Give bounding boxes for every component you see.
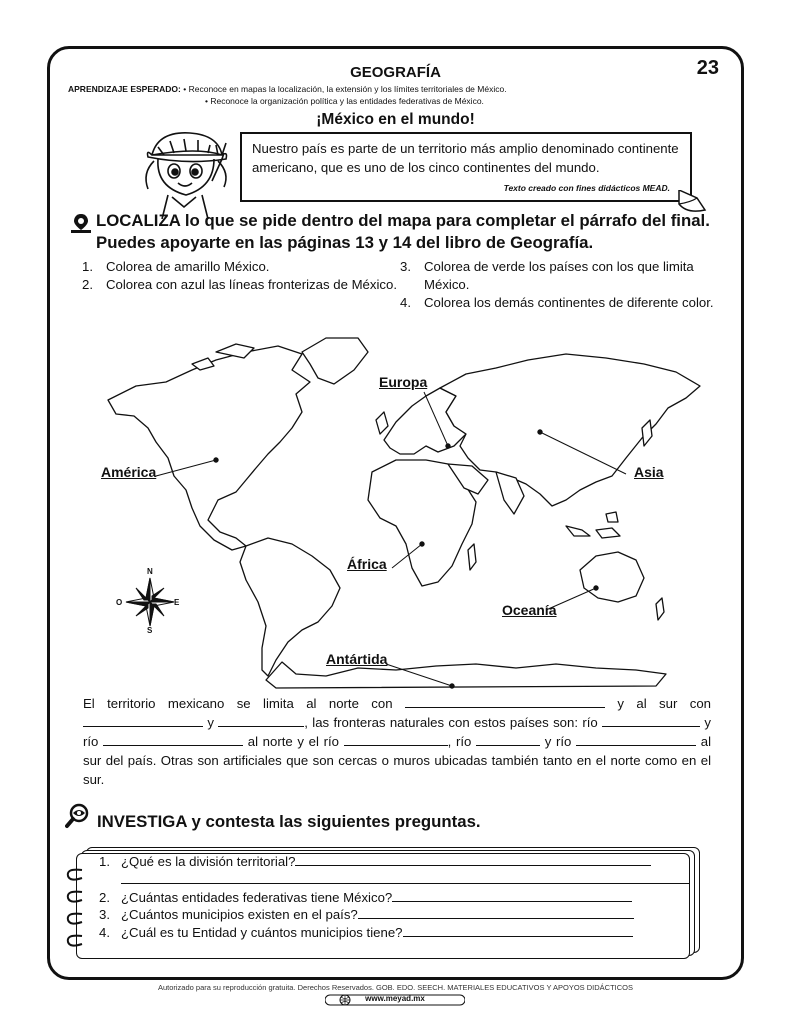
paragraph-text: y (207, 715, 214, 730)
page-title: GEOGRAFÍA (350, 64, 441, 81)
question-item (96, 906, 696, 924)
step-item (400, 294, 720, 312)
paragraph-text: El territorio mexicano se limita al norte con (83, 696, 393, 711)
question-number: 3. (99, 907, 110, 923)
paragraph-text: y al sur con (617, 696, 712, 711)
learning-goals-label: APRENDIZAJE ESPERADO: (68, 84, 181, 94)
questions-list (96, 853, 696, 942)
fill-in-paragraph (83, 694, 711, 789)
paragraph-text: al norte y el río (247, 734, 339, 749)
paragraph-text: , las fronteras naturales con estos países son: río (304, 715, 598, 730)
blank-river-1[interactable] (602, 714, 700, 727)
answer-line[interactable] (403, 924, 633, 937)
investiga-heading (97, 812, 481, 832)
blank-river-3[interactable] (344, 733, 448, 746)
south-america-outline (240, 538, 340, 676)
indonesia-outline (566, 512, 620, 538)
british-isles-outline (376, 412, 388, 434)
step-text: Colorea de verde los países con los que limita México. (424, 259, 694, 292)
question-text: ¿Cuántas entidades federativas tiene México? (121, 889, 393, 905)
step-number: 2. (82, 277, 93, 292)
answer-line[interactable] (295, 853, 651, 866)
answer-line[interactable] (121, 871, 689, 884)
info-box (240, 132, 692, 202)
paragraph-text: , río (447, 734, 472, 749)
step-number: 3. (400, 259, 411, 274)
answer-line-row (96, 871, 696, 889)
question-number: 1. (99, 854, 110, 869)
australia-outline (580, 552, 644, 602)
info-box-note: Texto creado con fines didácticos MEAD. (503, 183, 670, 193)
info-box-text: Nuestro país es parte de un territorio más amplio denominado continente americano, que es uno de los cinco continentes del mundo. (252, 141, 679, 175)
question-text: ¿Qué es la división territorial? (121, 854, 296, 869)
steps-column-right (400, 258, 720, 312)
question-item (96, 924, 696, 942)
compass-s: S (147, 626, 153, 635)
greenland-outline (302, 338, 368, 384)
localiza-keyword: LOCALIZA (96, 211, 181, 230)
step-item (82, 258, 402, 276)
compass-icon (118, 570, 182, 634)
step-text: Colorea de amarillo México. (106, 259, 270, 274)
investiga-text: y contesta las siguientes preguntas. (186, 812, 481, 831)
blank-river-2[interactable] (103, 733, 243, 746)
step-item (82, 276, 402, 294)
new-zealand-outline (656, 598, 664, 620)
blank-river-4[interactable] (476, 733, 540, 746)
map-label-europa: Europa (379, 374, 428, 390)
investiga-keyword: INVESTIGA (97, 812, 187, 831)
step-number: 1. (82, 259, 93, 274)
website-link[interactable]: www.meyad.mx (365, 994, 425, 1003)
footer-copyright: Autorizado para su reproducción gratuita. Derechos Reservados. GOB. EDO. SEECH. MATERIALES EDUCATIVOS Y APOYOS DIDÁCTICOS (157, 983, 634, 992)
question-item (96, 889, 696, 907)
madagascar-outline (468, 544, 476, 570)
learning-goals (68, 83, 507, 107)
question-item (96, 853, 696, 871)
step-item (400, 258, 720, 294)
question-text: ¿Cuántos municipios existen en el país? (121, 907, 358, 923)
cartoon-student-illustration (138, 125, 234, 219)
question-number: 2. (99, 889, 110, 905)
steps-column-left (82, 258, 402, 294)
location-pin-icon (70, 212, 92, 234)
paragraph-text: río (556, 734, 572, 749)
north-america-outline (108, 346, 310, 550)
learning-goal-2: • Reconoce la organización política y las entidades federativas de México. (205, 96, 484, 106)
map-label-america: América (101, 464, 157, 480)
section-subtitle: ¡México en el mundo! (316, 111, 475, 128)
paragraph-text: y (544, 734, 552, 749)
blank-south-country-2[interactable] (218, 714, 304, 727)
map-label-asia: Asia (634, 464, 664, 480)
question-text: ¿Cuál es tu Entidad y cuántos municipios tiene? (121, 925, 403, 941)
compass-rose (116, 567, 182, 635)
map-label-oceania: Oceanía (502, 602, 557, 618)
compass-n: N (147, 567, 153, 576)
spiral-binding-icon (62, 862, 88, 952)
blank-river-5[interactable] (576, 733, 696, 746)
answer-line[interactable] (358, 906, 634, 919)
magnifier-eye-icon (65, 803, 91, 829)
compass-e: E (174, 598, 180, 607)
paragraph-text: al sur del país. Otras son artificiales que son cercas o muros ubicadas también tanto en el norte como en el sur. (83, 734, 711, 787)
question-number: 4. (99, 925, 110, 941)
paragraph-text: y río (83, 715, 712, 749)
step-number: 4. (400, 295, 411, 310)
step-text: Colorea los demás continentes de diferente color. (424, 295, 714, 310)
learning-goal-1: • Reconoce en mapas la localización, la extensión y los límites territoriales de México. (183, 84, 507, 94)
step-text: Colorea con azul las líneas fronterizas de México. (106, 277, 398, 292)
map-label-antartida: Antártida (326, 651, 388, 667)
blank-south-country-1[interactable] (83, 714, 203, 727)
localiza-text: lo que se pide dentro del mapa para completar el párrafo del final. Puedes apoyarte en las páginas 13 y 14 del libro de Geografía. (96, 211, 710, 252)
answer-line[interactable] (392, 889, 632, 902)
compass-o: O (116, 598, 123, 607)
blank-north-country[interactable] (405, 695, 605, 708)
localiza-instruction (96, 210, 716, 254)
map-label-africa: África (347, 556, 387, 572)
page-number: 23 (696, 57, 719, 79)
